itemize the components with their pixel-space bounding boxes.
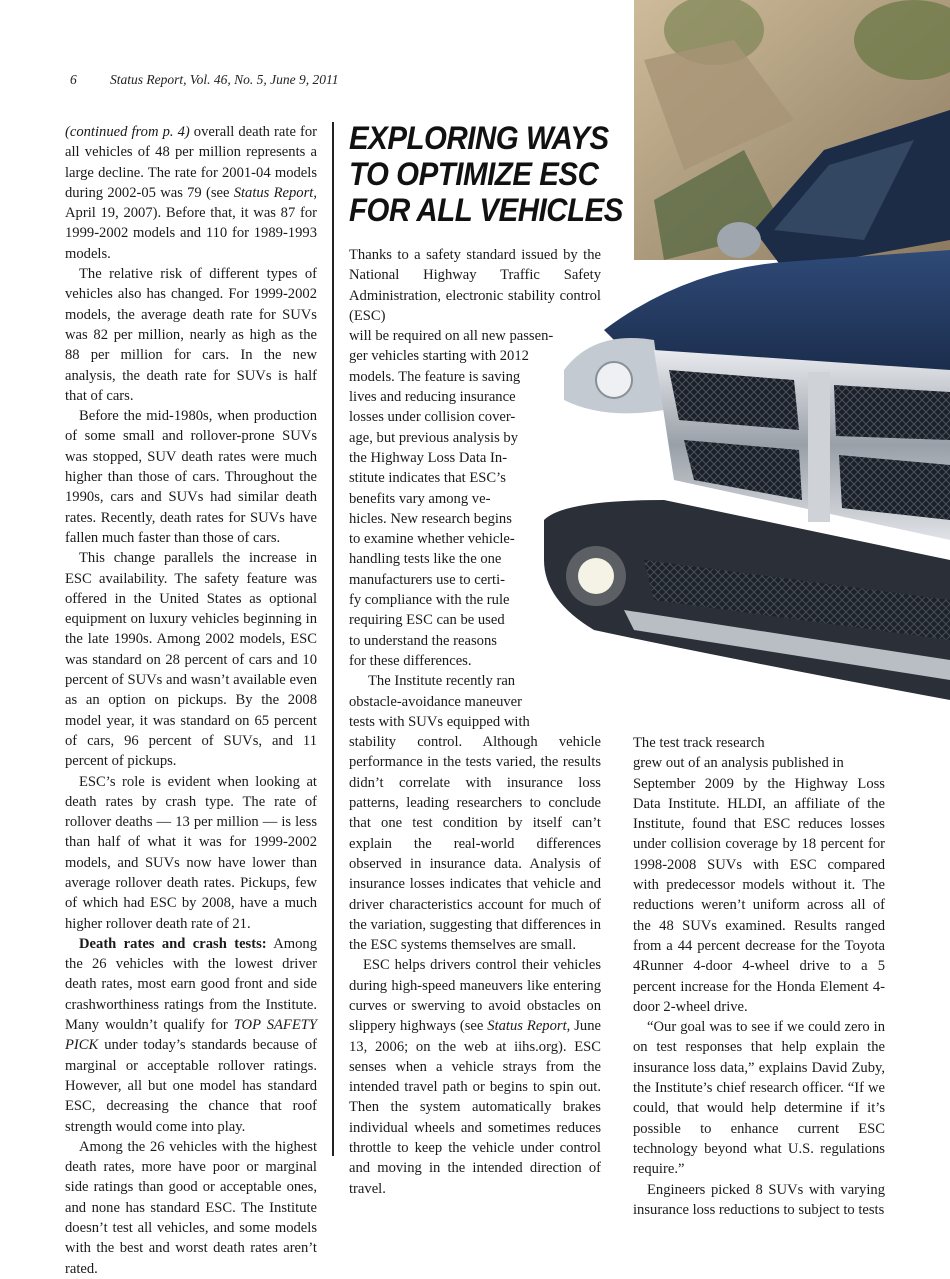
citation: Status Report	[487, 1018, 567, 1035]
middle-column	[349, 245, 601, 1199]
paragraph-line: The test track research	[633, 735, 765, 751]
paragraph-line: obstacle-avoidance maneuver	[349, 693, 523, 710]
paragraph: Before the mid-1980s, when production of some small and rollover-prone SUVs was stopped, SUV death rates were much higher than those of cars. Throughout the 1990s, cars and SUVs had similar death rates. Recently, death rates for SUVs have fallen much faster than those of cars.	[65, 408, 317, 546]
paragraph: (continued from p. 4) overall death rate for all vehicles of 48 per million represents a large decline. The rate for 2001-04 models during 2002-05 was 79 (see Status Report, April 19, 2007). Before that, it was 87 for 1999-2002 models and 110 for 1989-1993 models.	[65, 124, 317, 262]
paragraph-line: to understand the reasons	[349, 632, 497, 649]
right-column	[633, 733, 885, 1220]
paragraph-line: for these differences.	[349, 652, 472, 669]
subhead: Death rates and crash tests:	[79, 935, 267, 952]
citation: Status Report	[233, 184, 314, 201]
paragraph: Death rates and crash tests: Among the 26 vehicles with the lowest driver death rates, most earn good front and side crashworthiness ratings from the Institute. Many wouldn’t qualify for TOP SAFETY PICK under today’s standards because of marginal or acceptable rollover ratings. However, all but one model has standard ESC, decreasing the chance that roof strength would come into play.	[65, 935, 318, 1135]
continuation-note: (continued from p. 4)	[65, 124, 190, 140]
paragraph: Engineers picked 8 SUVs with varying insurance loss reductions to subject to tests	[633, 1181, 885, 1218]
paragraph-line: benefits vary among ve-	[349, 490, 491, 507]
paragraph-line: age, but previous analysis by	[349, 429, 519, 446]
paragraph-line: losses under collision cover-	[349, 409, 516, 426]
paragraph: ESC’s role is evident when looking at death rates by crash type. The rate of rollover deaths — 13 per million — is less than half of what it was for 1999-2002 models, and SUVs now have lower than average rollover death rates. Pickups, few of which had ESC by 2008, have a much higher rollover death rate of 21.	[65, 773, 317, 932]
paragraph-line: to examine whether vehicle-	[349, 531, 515, 548]
paragraph-line: The Institute recently ran	[368, 673, 516, 690]
paragraph-line: lives and reducing insurance	[349, 389, 516, 406]
paragraph-line: models. The feature is saving	[349, 368, 521, 385]
paragraph: ESC helps drivers control their vehicles during high-speed maneuvers like entering curves or swerving to avoid obstacles on slippery highways (see Status Report, June 13, 2006; on the web at iihs.org). ESC senses when a vehicle strays from the intended travel path or begins to spin out. Then the system automatically brakes individual wheels and sometimes reduces throttle to keep the vehicle under control and moving in the intended direction of travel.	[349, 957, 601, 1197]
paragraph-wrapped-lines	[349, 671, 601, 732]
paragraph-line: tests with SUVs equipped with	[349, 713, 530, 730]
paragraph-line: grew out of an analysis published in	[633, 755, 844, 772]
paragraph-line: hicles. New research begins	[349, 510, 512, 527]
paragraph-line: will be required on all new passen-	[349, 328, 554, 345]
paragraph-wrapped-lines	[349, 326, 601, 671]
paragraph-line: stitute indicates that ESC’s	[349, 470, 506, 487]
paragraph-line: manufacturers use to certi-	[349, 571, 505, 588]
paragraph: September 2009 by the Highway Loss Data Institute. HLDI, an affiliate of the Institute, found that ESC reduces losses under collision coverage by 18 percent for 1998-2008 SUVs with ESC compared with predecessor models without it. The reductions weren’t uniform across all of the 48 SUVs examined. Results ranged from a 44 percent decrease for the Toyota 4Runner 4-door 4-wheel drive to a 5 percent increase for the Honda Element 4-door 2-wheel drive.	[633, 775, 885, 1015]
column-divider	[332, 122, 334, 1156]
paragraph: “Our goal was to see if we could zero in on test responses that help explain the insurance loss data,” explains David Zuby, the Institute’s chief research officer. “If we could, that would help determine if it’s possible to enhance current ESC technology beyond what U.S. regulations require.”	[633, 1019, 885, 1178]
article-headline	[349, 120, 623, 228]
page-number: 6	[70, 72, 77, 87]
running-header	[70, 72, 339, 88]
paragraph: This change parallels the increase in ESC availability. The safety feature was offered in the United States as optional equipment on luxury vehicles beginning in the late 1990s. Among 2002 models, ESC was standard on 28 percent of cars and 10 percent of SUVs and wasn’t available even as an option on pickups. By the 2008 model year, it was standard on 65 percent of cars, 96 percent of SUVs, and 11 percent of pickups.	[65, 550, 317, 770]
paragraph-line: fy compliance with the rule	[349, 592, 510, 609]
paragraph: stability control. Although vehicle performance in the tests varied, the results didn’t correlate with insurance loss patterns, leading researchers to conclude that one test condition by itself can’t explain the real-world differences observed in insurance data. Analysis of insurance losses indicates that vehicle and driver characteristics account for much of the variation, suggesting that differences in the ESC systems themselves are small.	[349, 734, 601, 954]
headline-line: TO OPTIMIZE ESC	[349, 156, 599, 192]
publication-info: Status Report, Vol. 46, No. 5, June 9, 2011	[110, 72, 339, 87]
paragraph-line: the Highway Loss Data In-	[349, 449, 508, 466]
paragraph-line: handling tests like the one	[349, 551, 502, 568]
paragraph-line: requiring ESC can be used	[349, 612, 505, 629]
paragraph: The relative risk of different types of vehicles also has changed. For 1999-2002 models, the average death rate for SUVs was 82 per million, nearly as high as the 88 per million for cars. In the new analysis, the death rate for SUVs is half that of cars.	[65, 266, 317, 404]
paragraph-line: ger vehicles starting with 2012	[349, 348, 529, 365]
paragraph: Thanks to a safety standard issued by the National Highway Traffic Safety Administration, electronic stability control (ESC)	[349, 247, 601, 324]
headline-line: FOR ALL VEHICLES	[349, 192, 623, 228]
headline-line: EXPLORING WAYS	[349, 120, 609, 156]
left-column	[65, 122, 317, 1279]
paragraph: Among the 26 vehicles with the highest death rates, more have poor or marginal side ratings than good or acceptable ones, and none has standard ESC. The Institute doesn’t test all vehicles, and some models with the best and worst death rates aren’t rated.	[65, 1138, 317, 1277]
